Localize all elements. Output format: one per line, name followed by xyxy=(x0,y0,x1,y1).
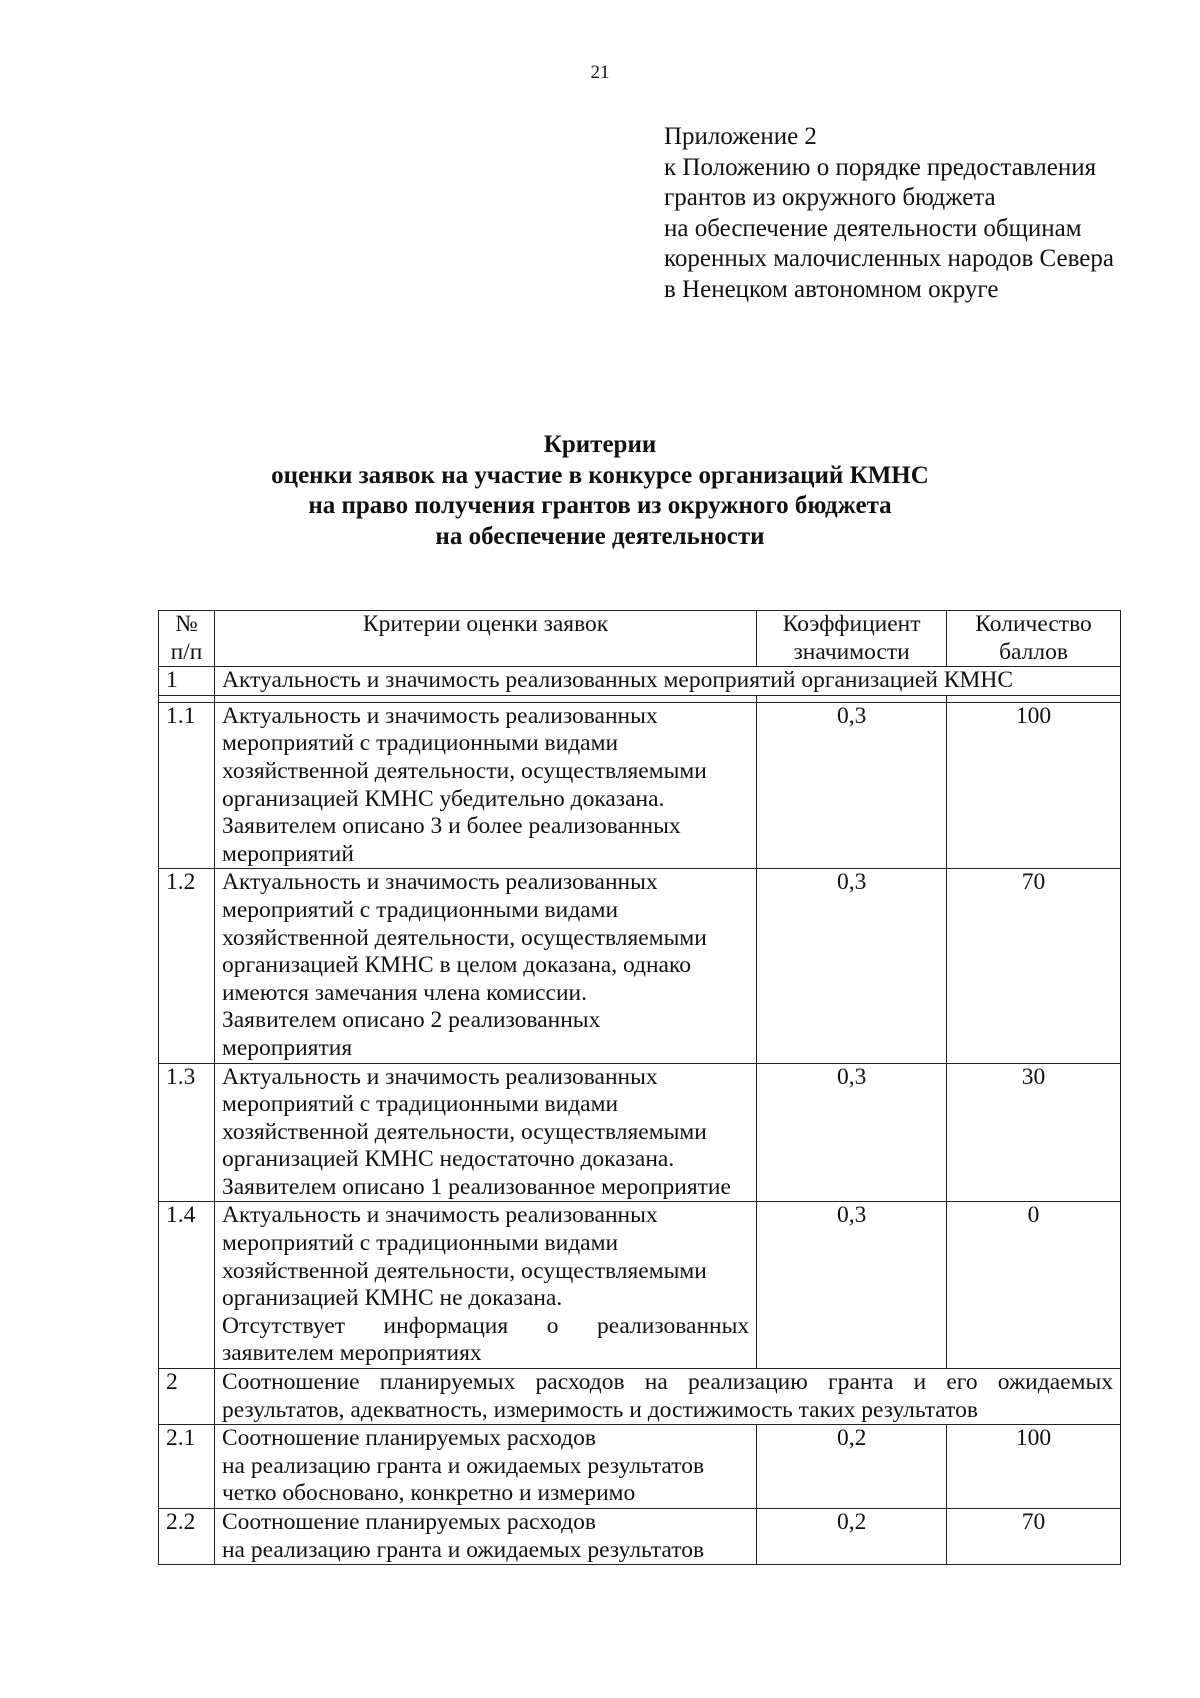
criterion-line: заявителем мероприятиях xyxy=(221,1340,482,1367)
appendix-line: к Положению о порядке предоставления xyxy=(664,153,1097,181)
criterion-line: хозяйственной деятельности, осуществляемыми xyxy=(221,757,707,784)
points-value: 30 xyxy=(947,1063,1121,1202)
row-number: 1 xyxy=(159,667,215,696)
title-line: на право получения грантов из окружного бюджета xyxy=(308,492,892,519)
criterion-line: мероприятий xyxy=(221,840,354,867)
criterion-text xyxy=(214,869,756,1063)
criterion-line: Отсутствует информация о реализованных xyxy=(221,1312,750,1339)
criterion-line: Актуальность и значимость реализованных xyxy=(221,702,658,729)
header-coef-line: значимости xyxy=(793,638,910,665)
criterion-line: Актуальность и значимость реализованных xyxy=(221,1202,658,1229)
appendix-line: на обеспечение деятельности общинам xyxy=(664,214,1082,242)
coefficient-value: 0,2 xyxy=(757,1509,947,1565)
header-num-line: № xyxy=(175,611,198,637)
criterion-line: хозяйственной деятельности, осуществляемыми xyxy=(221,1118,707,1145)
header-points-line: баллов xyxy=(999,638,1068,665)
criterion-line: Соотношение планируемых расходов xyxy=(221,1425,596,1452)
appendix-line: Приложение 2 xyxy=(664,123,817,150)
criterion-line: Заявителем описано 3 и более реализованных xyxy=(221,813,681,840)
criterion-line: на реализацию гранта и ожидаемых результатов xyxy=(221,1452,705,1479)
criterion-line: Актуальность и значимость реализованных xyxy=(221,869,658,896)
header-points xyxy=(947,611,1121,667)
header-points-line: Количество xyxy=(975,611,1092,637)
criterion-line: мероприятий с традиционными видами xyxy=(221,730,619,757)
header-coefficient xyxy=(757,611,947,667)
title-line: Критерии xyxy=(543,431,657,458)
table-row xyxy=(159,1509,1121,1565)
criterion-text xyxy=(214,1063,756,1202)
criterion-line: Соотношение планируемых расходов xyxy=(221,1509,596,1535)
table-row xyxy=(159,1202,1121,1369)
criterion-line: Заявителем описано 1 реализованное мероприятие xyxy=(221,1173,731,1200)
points-value: 70 xyxy=(947,1509,1121,1565)
criterion-line: Заявителем описано 2 реализованных xyxy=(221,1007,601,1034)
section-title: Актуальность и значимость реализованных мероприятий организацией КМНС xyxy=(214,667,1120,696)
page-number: 21 xyxy=(590,62,610,83)
appendix-line: в Ненецком автономном округе xyxy=(664,275,999,303)
row-number: 1.4 xyxy=(159,1202,215,1369)
section-title xyxy=(214,1369,1120,1425)
criterion-line: организацией КМНС недостаточно доказана. xyxy=(221,1146,675,1173)
criterion-text xyxy=(214,702,756,869)
criteria-table xyxy=(158,610,1121,1565)
points-value: 70 xyxy=(947,869,1121,1063)
points-value: 100 xyxy=(947,1425,1121,1509)
criterion-line: мероприятий с традиционными видами xyxy=(221,896,619,923)
coefficient-value: 0,3 xyxy=(757,869,947,1063)
points-value: 100 xyxy=(947,702,1121,869)
criterion-line: мероприятий с традиционными видами xyxy=(221,1091,619,1118)
row-number: 2.1 xyxy=(159,1425,215,1509)
criterion-line: на реализацию гранта и ожидаемых результатов xyxy=(221,1536,705,1563)
points-value: 0 xyxy=(947,1202,1121,1369)
section-title-line: Соотношение планируемых расходов на реализацию гранта и его ожидаемых xyxy=(221,1369,1113,1396)
title-line: на обеспечение деятельности xyxy=(435,522,765,550)
title-line: оценки заявок на участие в конкурсе организаций КМНС xyxy=(271,461,929,489)
criterion-text xyxy=(214,1509,756,1565)
appendix-line: коренных малочисленных народов Севера xyxy=(664,245,1114,272)
coefficient-value: 0,2 xyxy=(757,1425,947,1509)
section-row xyxy=(159,1369,1121,1425)
coefficient-value: 0,3 xyxy=(757,702,947,869)
section-row xyxy=(159,667,1121,696)
criterion-line: имеются замечания члена комиссии. xyxy=(221,979,587,1006)
table-row xyxy=(159,869,1121,1063)
header-num-line: п/п xyxy=(170,638,203,665)
header-num xyxy=(159,611,215,667)
coefficient-value: 0,3 xyxy=(757,1063,947,1202)
appendix-block xyxy=(664,122,1114,305)
criterion-text xyxy=(214,1425,756,1509)
header-coef-line: Коэффициент xyxy=(782,611,921,637)
table-row xyxy=(159,702,1121,869)
header-criteria: Критерии оценки заявок xyxy=(214,611,756,667)
criterion-line: мероприятия xyxy=(221,1034,353,1061)
criterion-line: четко обосновано, конкретно и измеримо xyxy=(221,1480,636,1507)
criterion-line: Актуальность и значимость реализованных xyxy=(221,1063,658,1090)
table-header-row xyxy=(159,611,1121,667)
table-row xyxy=(159,1063,1121,1202)
row-number: 1.3 xyxy=(159,1063,215,1202)
row-number: 2 xyxy=(159,1369,215,1425)
section-title-line: результатов, адекватность, измеримость и достижимость таких результатов xyxy=(221,1396,978,1423)
criterion-line: организацией КМНС убедительно доказана. xyxy=(221,785,665,812)
table-row xyxy=(159,1425,1121,1509)
criterion-line: организацией КМНС не доказана. xyxy=(221,1285,563,1312)
criterion-line: мероприятий с традиционными видами xyxy=(221,1230,619,1257)
appendix-line: грантов из окружного бюджета xyxy=(664,184,996,211)
coefficient-value: 0,3 xyxy=(757,1202,947,1369)
criterion-line: организацией КМНС в целом доказана, однако xyxy=(221,952,691,979)
criterion-text xyxy=(214,1202,756,1369)
spacer-row xyxy=(159,695,1121,702)
row-number: 1.2 xyxy=(159,869,215,1063)
criterion-line: хозяйственной деятельности, осуществляемыми xyxy=(221,1257,707,1284)
document-title xyxy=(0,430,1200,552)
criterion-line: хозяйственной деятельности, осуществляемыми xyxy=(221,924,707,951)
row-number: 2.2 xyxy=(159,1509,215,1565)
row-number: 1.1 xyxy=(159,702,215,869)
